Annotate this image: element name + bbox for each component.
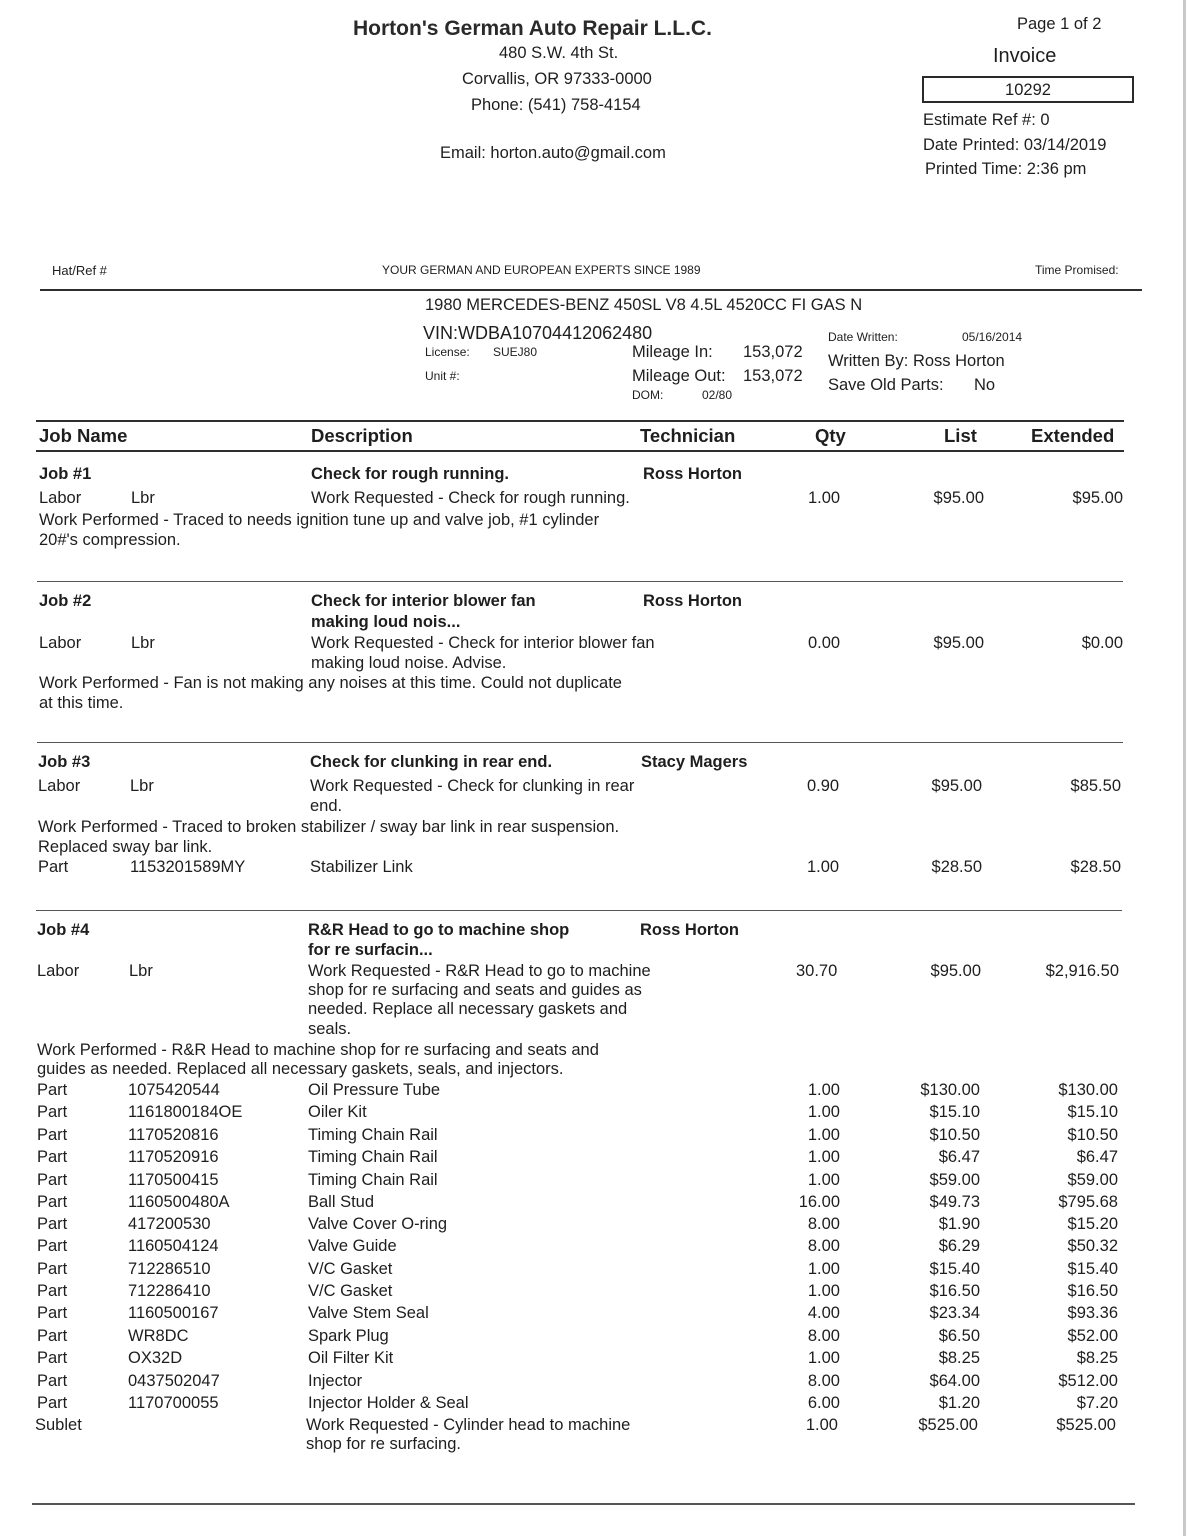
part-extended: $16.50 [1067, 1282, 1118, 1300]
labor-list: $95.00 [930, 962, 981, 980]
part-type: Part [37, 1103, 68, 1121]
part-type: Part [37, 1193, 68, 1211]
part-qty: 1.00 [807, 1171, 840, 1189]
labor-type: Labor [39, 489, 82, 507]
part-number: 712286410 [128, 1282, 211, 1300]
part-qty: 8.00 [807, 1372, 840, 1390]
part-desc: Oiler Kit [308, 1103, 367, 1121]
divider [37, 581, 1123, 582]
part-extended: $52.00 [1067, 1327, 1118, 1345]
shop-email: Email: horton.auto@gmail.com [440, 144, 666, 162]
part-type: Part [37, 1260, 68, 1278]
col-extended: Extended [1031, 425, 1115, 446]
divider [36, 450, 1124, 452]
dom-value: 02/80 [702, 388, 733, 402]
part-type: Part [37, 1349, 68, 1367]
part-type: Part [37, 1282, 68, 1300]
job-technician: Stacy Magers [641, 753, 748, 771]
part-qty: 1.00 [807, 1260, 840, 1278]
vin [423, 323, 652, 344]
sublet-qty: 1.00 [805, 1416, 838, 1434]
job-technician: Ross Horton [640, 921, 739, 939]
part-list: $15.40 [929, 1260, 980, 1278]
page-edge [1183, 0, 1186, 1536]
work-performed: Work Performed - Traced to broken stabilizer / sway bar link in rear suspension. [38, 818, 620, 836]
labor-code: Lbr [131, 634, 155, 652]
labor-desc-cont: shop for re surfacing and seats and guides as [308, 981, 642, 999]
part-desc: Spark Plug [308, 1327, 389, 1345]
mileage-in-value: 153,072 [743, 343, 803, 361]
labor-extended: $0.00 [1081, 634, 1123, 652]
part-number: OX32D [128, 1349, 183, 1367]
shop-address: 480 S.W. 4th St. [499, 44, 619, 62]
part-type: Part [37, 1237, 68, 1255]
shop-name: Horton's German Auto Repair L.L.C. [353, 17, 712, 40]
license-value: SUEJ80 [493, 345, 538, 359]
part-desc: Oil Pressure Tube [308, 1081, 441, 1099]
part-qty: 1.00 [807, 858, 840, 876]
part-list: $6.47 [938, 1148, 980, 1166]
part-desc: Timing Chain Rail [308, 1171, 438, 1189]
part-type: Part [37, 1171, 68, 1189]
part-desc: V/C Gasket [308, 1282, 393, 1300]
written-by: Written By: Ross Horton [828, 352, 1005, 370]
part-extended: $10.50 [1067, 1126, 1118, 1144]
part-qty: 1.00 [807, 1081, 840, 1099]
part-qty: 1.00 [807, 1349, 840, 1367]
labor-extended: $85.50 [1070, 777, 1121, 795]
divider [37, 742, 1123, 743]
part-number: 1160504124 [128, 1237, 219, 1255]
part-list: $23.34 [929, 1304, 980, 1322]
part-extended: $512.00 [1058, 1372, 1118, 1390]
time-promised-label: Time Promised: [1035, 263, 1119, 277]
part-list: $28.50 [931, 858, 982, 876]
part-qty: 8.00 [807, 1215, 840, 1233]
part-type: Part [38, 858, 69, 876]
part-number: 0437502047 [128, 1372, 220, 1390]
work-performed: Work Performed - R&R Head to machine shop for re surfacing and seats and [37, 1041, 599, 1059]
tagline: YOUR GERMAN AND EUROPEAN EXPERTS SINCE 1989 [382, 263, 701, 277]
labor-code: Lbr [129, 962, 153, 980]
work-performed: Work Performed - Fan is not making any noises at this time. Could not duplicate [39, 674, 622, 692]
sublet-desc-cont: shop for re surfacing. [306, 1435, 461, 1453]
job-technician: Ross Horton [643, 592, 742, 610]
mileage-out-label: Mileage Out: [632, 367, 726, 385]
part-extended: $15.40 [1067, 1260, 1118, 1278]
part-number: 1161800184OE [128, 1103, 243, 1121]
part-list: $6.29 [938, 1237, 980, 1255]
labor-qty: 30.70 [796, 962, 838, 980]
sublet-type: Sublet [35, 1416, 82, 1434]
part-list: $10.50 [929, 1126, 980, 1144]
vin-value: WDBA10704412062480 [458, 323, 653, 343]
job-summary-cont: making loud nois... [311, 613, 461, 631]
job-summary-cont: for re surfacin... [308, 941, 433, 959]
job-title: Job #2 [39, 592, 92, 610]
part-qty: 16.00 [798, 1193, 840, 1211]
part-desc: Valve Stem Seal [308, 1304, 429, 1322]
job-summary: Check for clunking in rear end. [310, 753, 553, 771]
part-extended: $795.68 [1058, 1193, 1118, 1211]
part-desc: Timing Chain Rail [308, 1148, 438, 1166]
part-type: Part [37, 1215, 68, 1233]
col-technician: Technician [640, 425, 736, 446]
part-number: 417200530 [128, 1215, 211, 1233]
date-written-label: Date Written: [828, 330, 898, 344]
part-number: 1170700055 [128, 1394, 219, 1412]
sublet-desc: Work Requested - Cylinder head to machine [306, 1416, 631, 1434]
labor-desc: Work Requested - Check for clunking in rear [310, 777, 635, 795]
part-type: Part [37, 1148, 68, 1166]
part-desc: Ball Stud [308, 1193, 375, 1211]
labor-list: $95.00 [933, 634, 984, 652]
divider [36, 420, 1124, 422]
part-type: Part [37, 1304, 68, 1322]
part-desc: Injector Holder & Seal [308, 1394, 469, 1412]
labor-type: Labor [38, 777, 81, 795]
part-extended: $130.00 [1058, 1081, 1118, 1099]
part-desc: Valve Guide [308, 1237, 397, 1255]
job-technician: Ross Horton [643, 465, 742, 483]
mileage-in-label: Mileage In: [632, 343, 713, 361]
sublet-list: $525.00 [918, 1416, 978, 1434]
part-extended: $50.32 [1067, 1237, 1118, 1255]
part-qty: 1.00 [807, 1126, 840, 1144]
vehicle-description: 1980 MERCEDES-BENZ 450SL V8 4.5L 4520CC FI GAS N [425, 296, 863, 314]
hat-ref-label: Hat/Ref # [52, 263, 107, 278]
labor-desc: Work Requested - Check for rough running. [311, 489, 630, 507]
part-extended: $7.20 [1076, 1394, 1118, 1412]
col-job-name: Job Name [39, 425, 128, 446]
col-description: Description [311, 425, 413, 446]
part-desc: Oil Filter Kit [308, 1349, 394, 1367]
part-extended: $6.47 [1076, 1148, 1118, 1166]
part-type: Part [37, 1327, 68, 1345]
labor-code: Lbr [131, 489, 155, 507]
labor-desc-cont: seals. [308, 1020, 352, 1038]
part-desc: Valve Cover O-ring [308, 1215, 448, 1233]
part-extended: $15.20 [1067, 1215, 1118, 1233]
part-qty: 6.00 [807, 1394, 840, 1412]
labor-qty: 0.00 [808, 634, 841, 652]
unit-label: Unit #: [425, 369, 460, 383]
part-list: $6.50 [938, 1327, 980, 1345]
labor-qty: 1.00 [808, 489, 841, 507]
part-extended: $93.36 [1067, 1304, 1118, 1322]
part-extended: $8.25 [1076, 1349, 1118, 1367]
part-desc: V/C Gasket [308, 1260, 393, 1278]
job-title: Job #4 [37, 921, 90, 939]
part-number: 1170500415 [128, 1171, 219, 1189]
divider [36, 910, 1122, 911]
part-list: $16.50 [929, 1282, 980, 1300]
mileage-out-value: 153,072 [743, 367, 803, 385]
part-number: 1170520916 [128, 1148, 219, 1166]
job-summary: Check for rough running. [311, 465, 509, 483]
part-extended: $59.00 [1067, 1171, 1118, 1189]
job-title: Job #3 [38, 753, 91, 771]
invoice-label: Invoice [993, 45, 1057, 67]
divider [40, 289, 1142, 291]
labor-qty: 0.90 [807, 777, 840, 795]
invoice-number: 10292 [922, 76, 1134, 103]
sublet-extended: $525.00 [1056, 1416, 1116, 1434]
labor-list: $95.00 [933, 489, 984, 507]
page-indicator: Page 1 of 2 [1017, 15, 1102, 33]
part-number: WR8DC [128, 1327, 189, 1345]
labor-type: Labor [37, 962, 80, 980]
labor-list: $95.00 [931, 777, 982, 795]
labor-desc: Work Requested - Check for interior blower fan [311, 634, 655, 652]
part-list: $8.25 [938, 1349, 980, 1367]
labor-extended: $2,916.50 [1045, 962, 1119, 980]
work-performed-cont: Replaced sway bar link. [38, 838, 213, 856]
part-list: $15.10 [929, 1103, 980, 1121]
part-list: $130.00 [920, 1081, 980, 1099]
part-type: Part [37, 1394, 68, 1412]
dom-label: DOM: [632, 388, 664, 402]
col-qty: Qty [815, 425, 846, 446]
part-type: Part [37, 1081, 68, 1099]
license-label: License: [425, 345, 470, 359]
printed-time: Printed Time: 2:36 pm [925, 160, 1087, 178]
work-performed-cont: at this time. [39, 694, 124, 712]
job-summary: Check for interior blower fan [311, 592, 536, 610]
part-list: $64.00 [929, 1372, 980, 1390]
job-summary: R&R Head to go to machine shop [308, 921, 570, 939]
save-old-parts-value: No [974, 376, 996, 394]
part-number: 1170520816 [128, 1126, 219, 1144]
shop-city: Corvallis, OR 97333-0000 [462, 70, 652, 88]
part-type: Part [37, 1126, 68, 1144]
part-qty: 1.00 [807, 1148, 840, 1166]
col-list: List [944, 425, 977, 446]
part-desc: Injector [308, 1372, 363, 1390]
part-type: Part [37, 1372, 68, 1390]
work-performed-cont: 20#'s compression. [39, 531, 181, 549]
part-desc: Stabilizer Link [310, 858, 413, 876]
work-performed-cont: guides as needed. Replaced all necessary gaskets, seals, and injectors. [37, 1060, 564, 1078]
part-extended: $28.50 [1070, 858, 1121, 876]
part-extended: $15.10 [1067, 1103, 1118, 1121]
part-qty: 1.00 [807, 1103, 840, 1121]
part-number: 1160500480A [128, 1193, 230, 1211]
part-list: $1.20 [938, 1394, 980, 1412]
part-qty: 8.00 [807, 1237, 840, 1255]
labor-desc-cont: needed. Replace all necessary gaskets and [308, 1000, 628, 1018]
labor-desc: Work Requested - R&R Head to go to machine [308, 962, 651, 980]
date-printed: Date Printed: 03/14/2019 [923, 136, 1107, 154]
labor-type: Labor [39, 634, 82, 652]
part-number: 1075420544 [128, 1081, 220, 1099]
part-qty: 8.00 [807, 1327, 840, 1345]
labor-code: Lbr [130, 777, 154, 795]
date-written-value: 05/16/2014 [962, 330, 1023, 344]
work-performed: Work Performed - Traced to needs ignition tune up and valve job, #1 cylinder [39, 511, 600, 529]
save-old-parts-label: Save Old Parts: [828, 376, 944, 394]
shop-phone: Phone: (541) 758-4154 [471, 96, 641, 114]
estimate-ref: Estimate Ref #: 0 [923, 111, 1050, 129]
part-number: 1153201589MY [130, 858, 246, 876]
part-qty: 1.00 [807, 1282, 840, 1300]
part-list: $49.73 [929, 1193, 980, 1211]
labor-extended: $95.00 [1072, 489, 1123, 507]
part-list: $59.00 [929, 1171, 980, 1189]
part-desc: Timing Chain Rail [308, 1126, 438, 1144]
job-title: Job #1 [39, 465, 92, 483]
part-qty: 4.00 [807, 1304, 840, 1322]
part-number: 712286510 [128, 1260, 211, 1278]
vin-label: VIN: [423, 323, 459, 343]
labor-desc-cont: making loud noise. Advise. [311, 654, 507, 672]
divider [32, 1503, 1135, 1505]
part-number: 1160500167 [128, 1304, 219, 1322]
labor-desc-cont: end. [310, 797, 343, 815]
part-list: $1.90 [938, 1215, 980, 1233]
